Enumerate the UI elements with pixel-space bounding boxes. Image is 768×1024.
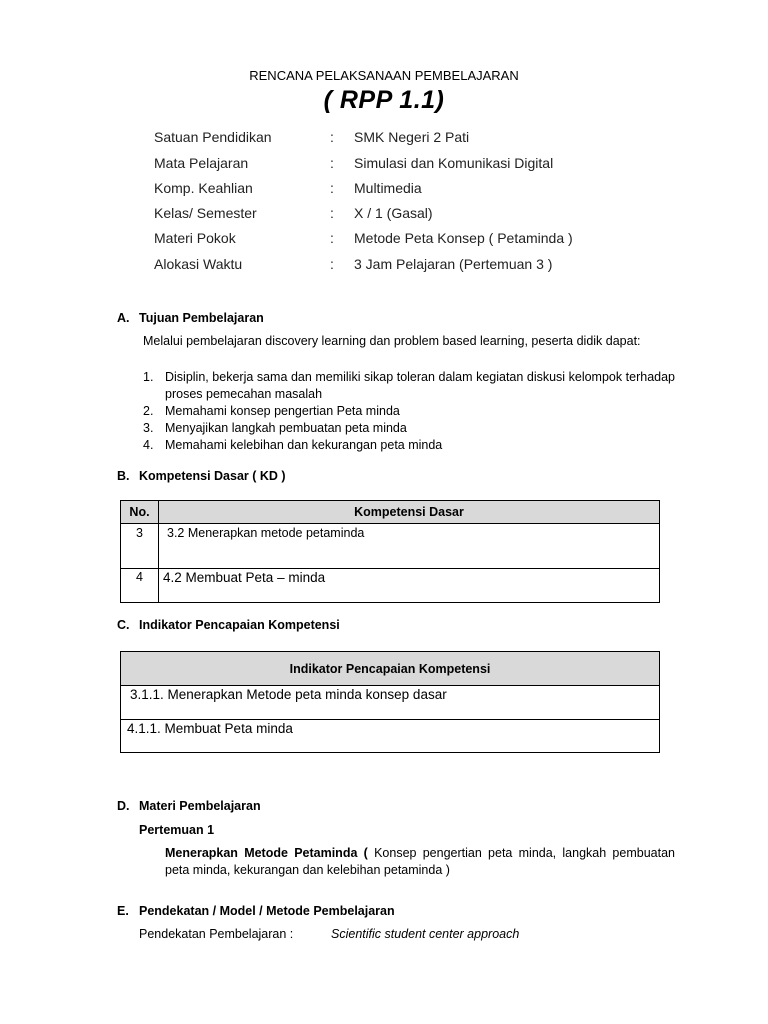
section-d-heading (117, 799, 261, 813)
section-e-heading (117, 904, 395, 918)
approach-label: Pendekatan Pembelajaran : (139, 927, 294, 941)
table-row (121, 524, 660, 569)
section-letter: E. (117, 904, 129, 918)
section-letter: C. (117, 618, 130, 632)
list-number: 1. (143, 370, 154, 384)
info-label: Komp. Keahlian (154, 180, 253, 196)
info-separator: : (330, 230, 334, 246)
document-title: RENCANA PELAKSANAAN PEMBELAJARAN (249, 68, 519, 83)
section-c-heading (117, 618, 340, 632)
materi-detail: Konsep pengertian peta minda, langkah pembuatan peta minda, kekurangan dan kelebihan petaminda ) (165, 846, 675, 877)
section-title: Materi Pembelajaran (139, 799, 261, 813)
section-title: Kompetensi Dasar ( KD ) (139, 469, 286, 483)
column-header-kd: Kompetensi Dasar (159, 501, 660, 524)
section-letter: B. (117, 469, 130, 483)
info-separator: : (330, 180, 334, 196)
table-cell-indicator: 3.1.1. Menerapkan Metode peta minda konsep dasar (121, 686, 660, 720)
info-value: Metode Peta Konsep ( Petaminda ) (354, 230, 573, 246)
list-item: Memahami konsep pengertian Peta minda (165, 404, 400, 418)
meeting-heading: Pertemuan 1 (139, 823, 215, 837)
materi-topic: Menerapkan Metode Petaminda ( (165, 846, 368, 860)
info-separator: : (330, 155, 334, 171)
info-label: Alokasi Waktu (154, 256, 243, 272)
table-row (121, 686, 660, 720)
info-label: Mata Pelajaran (154, 155, 249, 171)
info-value: 3 Jam Pelajaran (Pertemuan 3 ) (354, 256, 553, 272)
section-b-heading (117, 469, 286, 483)
column-header-no: No. (121, 501, 159, 524)
list-item: Memahami kelebihan dan kekurangan peta minda (165, 438, 443, 452)
list-number: 4. (143, 438, 154, 452)
section-a-heading (117, 311, 264, 325)
info-separator: : (330, 256, 334, 272)
info-value: Multimedia (354, 180, 422, 196)
indicator-table (120, 651, 660, 753)
approach-value: Scientific student center approach (331, 927, 520, 941)
kd-table (120, 500, 660, 603)
info-value: X / 1 (Gasal) (354, 205, 433, 221)
table-row (121, 720, 660, 753)
table-cell-kd: 3.2 Menerapkan metode petaminda (159, 524, 660, 569)
info-label: Materi Pokok (154, 230, 236, 246)
list-item: Disiplin, bekerja sama dan memiliki sikap toleran dalam kegiatan diskusi kelompok terhadap proses pemecahan masalah (165, 370, 675, 401)
table-row (121, 569, 660, 603)
table-cell-no: 4 (121, 569, 159, 603)
info-label: Kelas/ Semester (154, 205, 257, 221)
table-cell-no: 3 (121, 524, 159, 569)
table-header-row (121, 501, 660, 524)
info-separator: : (330, 205, 334, 221)
section-title: Indikator Pencapaian Kompetensi (139, 618, 340, 632)
info-value: SMK Negeri 2 Pati (354, 129, 470, 145)
list-number: 3. (143, 421, 154, 435)
section-letter: A. (117, 311, 130, 325)
list-item: Menyajikan langkah pembuatan peta minda (165, 421, 407, 435)
table-header-row (121, 652, 660, 686)
table-cell-kd: 4.2 Membuat Peta – minda (159, 569, 660, 603)
materi-description (165, 845, 675, 879)
section-a-intro: Melalui pembelajaran discovery learning dan problem based learning, peserta didik dapat: (143, 334, 641, 348)
info-value: Simulasi dan Komunikasi Digital (354, 155, 554, 171)
info-separator: : (330, 129, 334, 145)
table-cell-indicator: 4.1.1. Membuat Peta minda (121, 720, 660, 753)
list-number: 2. (143, 404, 154, 418)
section-title: Pendekatan / Model / Metode Pembelajaran (139, 904, 395, 918)
column-header-indicator: Indikator Pencapaian Kompetensi (121, 652, 660, 686)
section-letter: D. (117, 799, 130, 813)
document-subtitle: ( RPP 1.1) (323, 86, 445, 114)
section-title: Tujuan Pembelajaran (139, 311, 264, 325)
info-label: Satuan Pendidikan (154, 129, 272, 145)
